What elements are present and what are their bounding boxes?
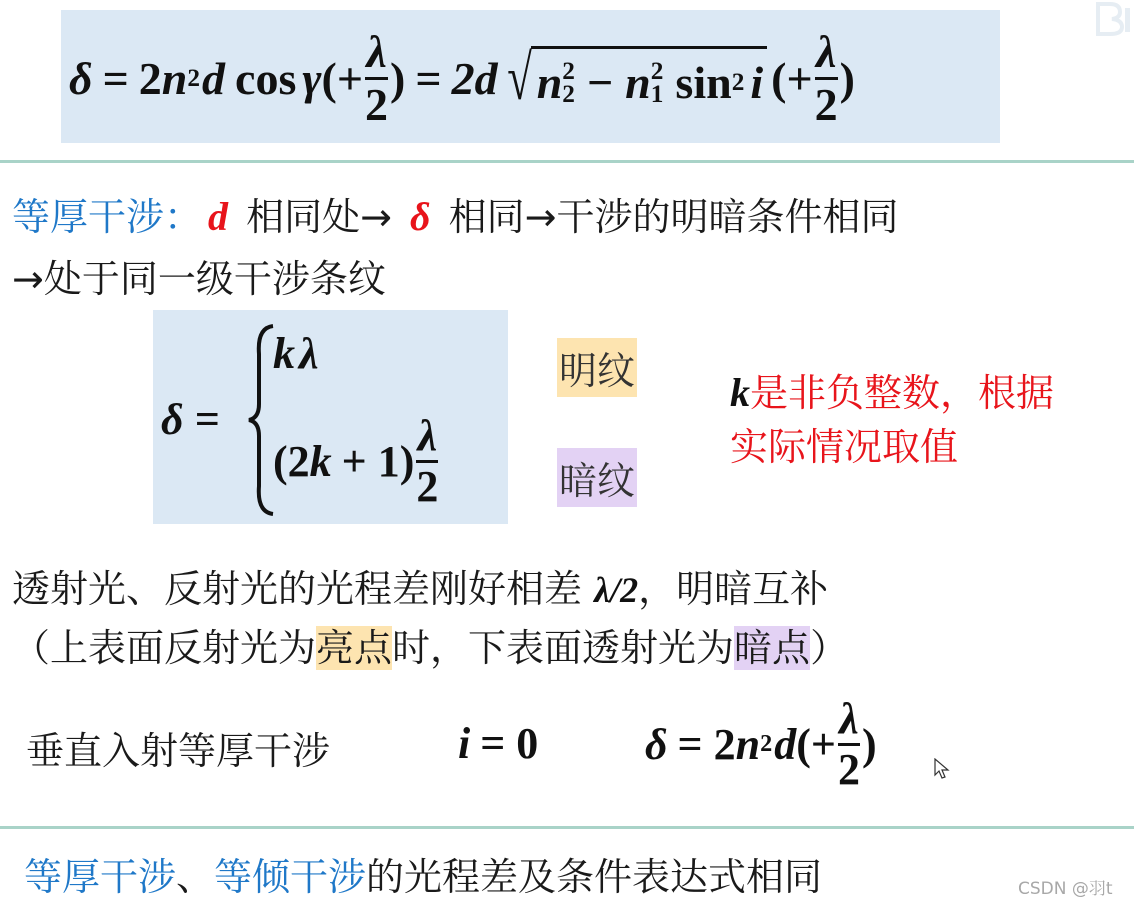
n-symbol: n — [161, 52, 188, 104]
transmission-line1 — [12, 558, 828, 613]
paren-close-2: ) — [839, 52, 855, 104]
radical-sign-icon: √ — [506, 42, 532, 113]
incidence-angle-zero — [458, 718, 538, 769]
half-lambda-fraction-3 — [416, 411, 439, 511]
n2-symbol: n — [536, 57, 563, 108]
footer-rest: 的光程差及条件表达式相同 — [366, 855, 823, 899]
delta-variable: δ — [410, 194, 431, 239]
n1-symbol: n — [625, 57, 651, 108]
gamma-symbol: γ — [302, 52, 322, 104]
d-symbol-2: d — [774, 719, 797, 769]
half-lambda-fraction-2 — [814, 25, 838, 130]
paren-close: ) — [390, 52, 406, 104]
footer-separator: 、 — [176, 855, 215, 899]
normal-incidence-formula — [645, 688, 877, 800]
section-heading: 等厚干涉： — [12, 195, 203, 239]
footer-summary — [24, 846, 822, 901]
i-symbol: i — [750, 57, 764, 108]
transmission-text-b: ，明暗互补 — [638, 567, 829, 611]
k-variable: k — [730, 370, 750, 415]
divider-bottom — [0, 826, 1134, 829]
paren-open-3: (+ — [796, 719, 836, 769]
line2-text-a: （上表面反射光为 — [12, 626, 317, 670]
n2-scripts — [562, 56, 575, 108]
d-variable: d — [208, 194, 229, 239]
equal-thickness-line2: →处于同一级干涉条纹 — [12, 257, 386, 301]
delta-symbol-2: δ — [645, 719, 668, 769]
line2-text-b: 时，下表面透射光为 — [392, 626, 735, 670]
i-variable: i — [458, 719, 471, 768]
d-symbol: d — [202, 52, 226, 104]
n1-sup: 2 — [650, 56, 664, 85]
same-condition-text: 相同→干涉的明暗条件相同 — [448, 195, 899, 239]
line2-text-c: ） — [810, 626, 849, 670]
equals-sign-2: = — [415, 52, 442, 104]
paren-open: (+ — [321, 52, 364, 104]
case-bright-value — [273, 328, 319, 379]
cos-function: cos — [235, 52, 297, 104]
n-symbol-2: n — [735, 719, 761, 769]
equal-thickness-line1 — [12, 186, 898, 241]
equals-two: = 2 — [677, 719, 736, 769]
n1-scripts — [650, 56, 664, 108]
case2-suffix: + 1) — [341, 437, 415, 486]
case2-prefix: (2 — [273, 437, 310, 486]
dark-point-highlight: 暗点 — [734, 626, 811, 670]
top-formula-box — [61, 10, 1000, 143]
same-location-text: 相同处→ — [246, 195, 392, 239]
n2-sub: 2 — [562, 79, 575, 108]
equals-zero: = 0 — [480, 719, 539, 768]
lambda-symbol-3: λ — [417, 411, 438, 460]
k-symbol-2: k — [309, 437, 332, 486]
normal-incidence-label: 垂直入射等厚干涉 — [26, 729, 331, 773]
half-lambda-fraction — [365, 25, 389, 130]
case-formula-box — [153, 310, 508, 524]
k-note-line2: 实际情况取值 — [730, 425, 959, 469]
bright-point-highlight: 亮点 — [316, 626, 393, 670]
case-dark-value — [273, 411, 439, 511]
lambda-symbol-4: λ — [839, 693, 859, 743]
bright-fringe-label: 明纹 — [557, 338, 637, 397]
denominator-3: 2 — [416, 462, 439, 511]
divider-top — [0, 160, 1134, 163]
n-subscript: 2 — [187, 63, 201, 92]
n2-sup: 2 — [562, 56, 575, 85]
footer-equal-thickness: 等厚干涉 — [24, 855, 177, 899]
transmission-line2 — [12, 617, 848, 672]
case-lhs-text: δ = — [161, 395, 220, 444]
csdn-watermark: CSDN @羽t — [1018, 879, 1113, 899]
dark-fringe-label: 暗纹 — [557, 448, 637, 507]
lambda-symbol: λ — [299, 329, 319, 378]
n1-sub: 1 — [650, 79, 664, 108]
half-lambda-inline: λ/2 — [594, 570, 639, 610]
delta-symbol: δ — [69, 52, 93, 104]
two-d-term: 2d — [451, 52, 498, 104]
sin-function: sin — [675, 57, 732, 108]
denominator: 2 — [365, 78, 389, 130]
equals-sign: = — [102, 52, 129, 104]
paren-close-3: ) — [861, 719, 877, 769]
paren-open-2: (+ — [771, 52, 813, 104]
n-subscript-2: 2 — [760, 730, 773, 757]
lambda-symbol: λ — [366, 25, 387, 77]
denominator-4: 2 — [837, 744, 860, 794]
footer-equal-inclination: 等倾干涉 — [214, 855, 367, 899]
denominator-2: 2 — [814, 78, 838, 130]
k-symbol: k — [273, 329, 295, 378]
sin-sup: 2 — [731, 68, 745, 96]
case-lhs — [161, 394, 220, 445]
radicand — [531, 46, 767, 110]
coefficient: 2 — [138, 52, 162, 104]
minus-sign: − — [586, 57, 614, 108]
k-note-text1: 是非负整数，根据 — [750, 371, 1055, 415]
mouse-cursor-icon — [934, 758, 950, 780]
square-root — [502, 42, 768, 113]
transmission-text-a: 透射光、反射光的光程差刚好相差 — [12, 567, 595, 611]
half-lambda-fraction-4 — [837, 693, 860, 794]
lambda-symbol-2: λ — [815, 25, 837, 77]
optical-path-difference-formula — [69, 18, 855, 138]
brand-logo-icon — [1092, 0, 1134, 36]
k-note-line1 — [730, 362, 1054, 417]
